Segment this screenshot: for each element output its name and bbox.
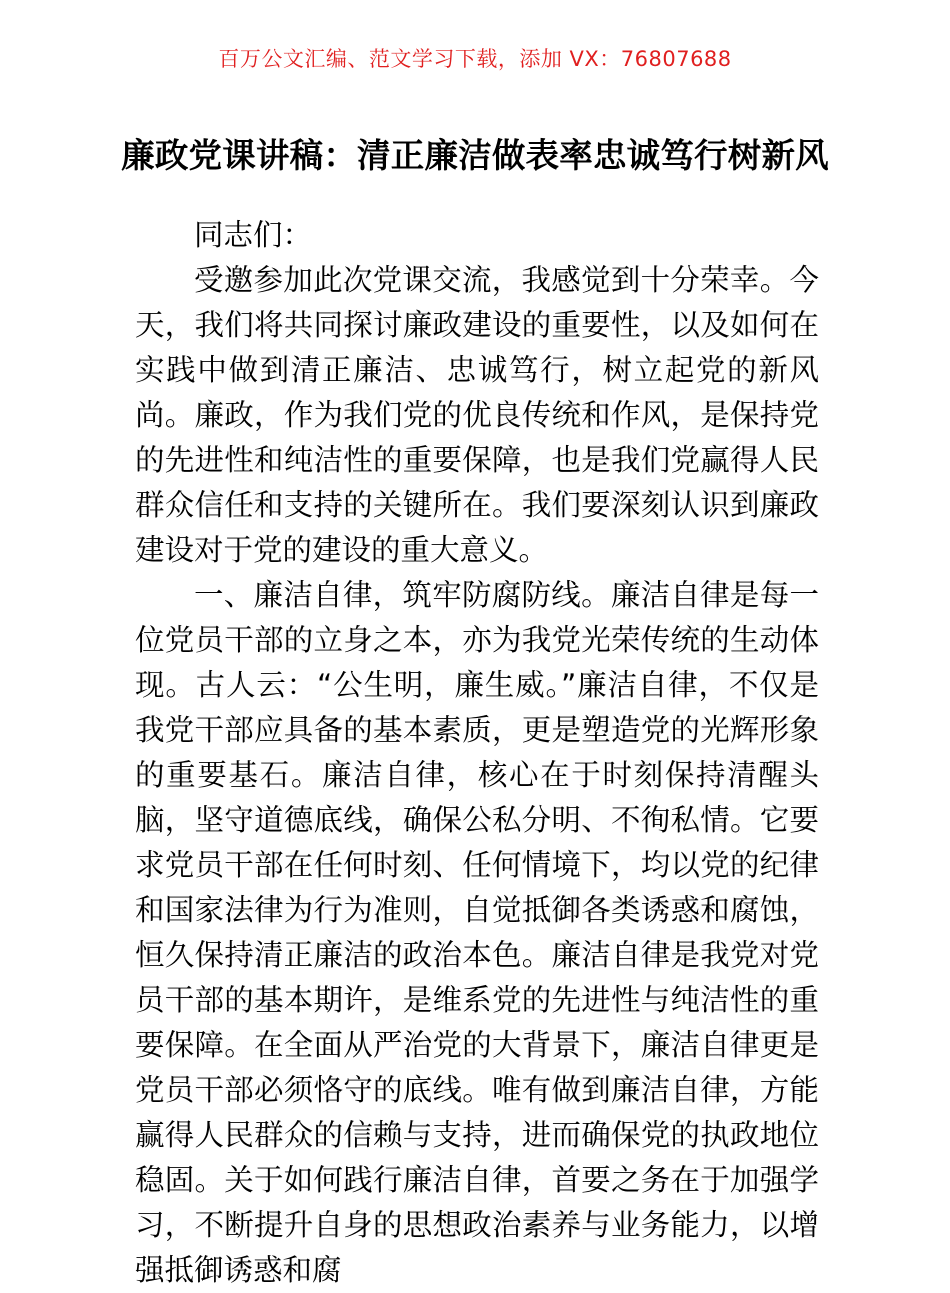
paragraph-intro: 受邀参加此次党课交流，我感觉到十分荣幸。今天，我们将共同探讨廉政建设的重要性，以及如何在实践中做到清正廉洁、忠诚笃行，树立起党的新风尚。廉政，作为我们党的优良传统和作风，是保持党的先进性和纯洁性的重要保障，也是我们党赢得人民群众信任和支持的关键所在。我们要深刻认识到廉政建设对于党的建设的重大意义。: [135, 263, 819, 567]
page-title: 廉政党课讲稿：清正廉洁做表率忠诚笃行树新风: [121, 136, 829, 176]
salutation-line: 同志们：: [194, 218, 313, 252]
promo-header-text: 百万公文汇编、范文学习下载，添加 VX：76807688: [218, 47, 732, 71]
document-body: [135, 213, 819, 1293]
paragraph-section-one: 一、廉洁自律，筑牢防腐防线。廉洁自律是每一位党员干部的立身之本，亦为我党光荣传统的生动体现。古人云：“公生明，廉生威。”廉洁自律，不仅是我党干部应具备的基本素质，更是塑造党的光辉形象的重要基石。廉洁自律，核心在于时刻保持清醒头脑，坚守道德底线，确保公私分明、不徇私情。它要求党员干部在任何时刻、任何情境下，均以党的纪律和国家法律为行为准则，自觉抵御各类诱惑和腐蚀，恒久保持清正廉洁的政治本色。廉洁自律是我党对党员干部的基本期许，是维系党的先进性与纯洁性的重要保障。在全面从严治党的大背景下，廉洁自律更是党员干部必须恪守的底线。唯有做到廉洁自律，方能赢得人民群众的信赖与支持，进而确保党的执政地位稳固。关于如何践行廉洁自律，首要之务在于加强学习，不断提升自身的思想政治素养与业务能力，以增强抵御诱惑和腐: [135, 578, 819, 1287]
